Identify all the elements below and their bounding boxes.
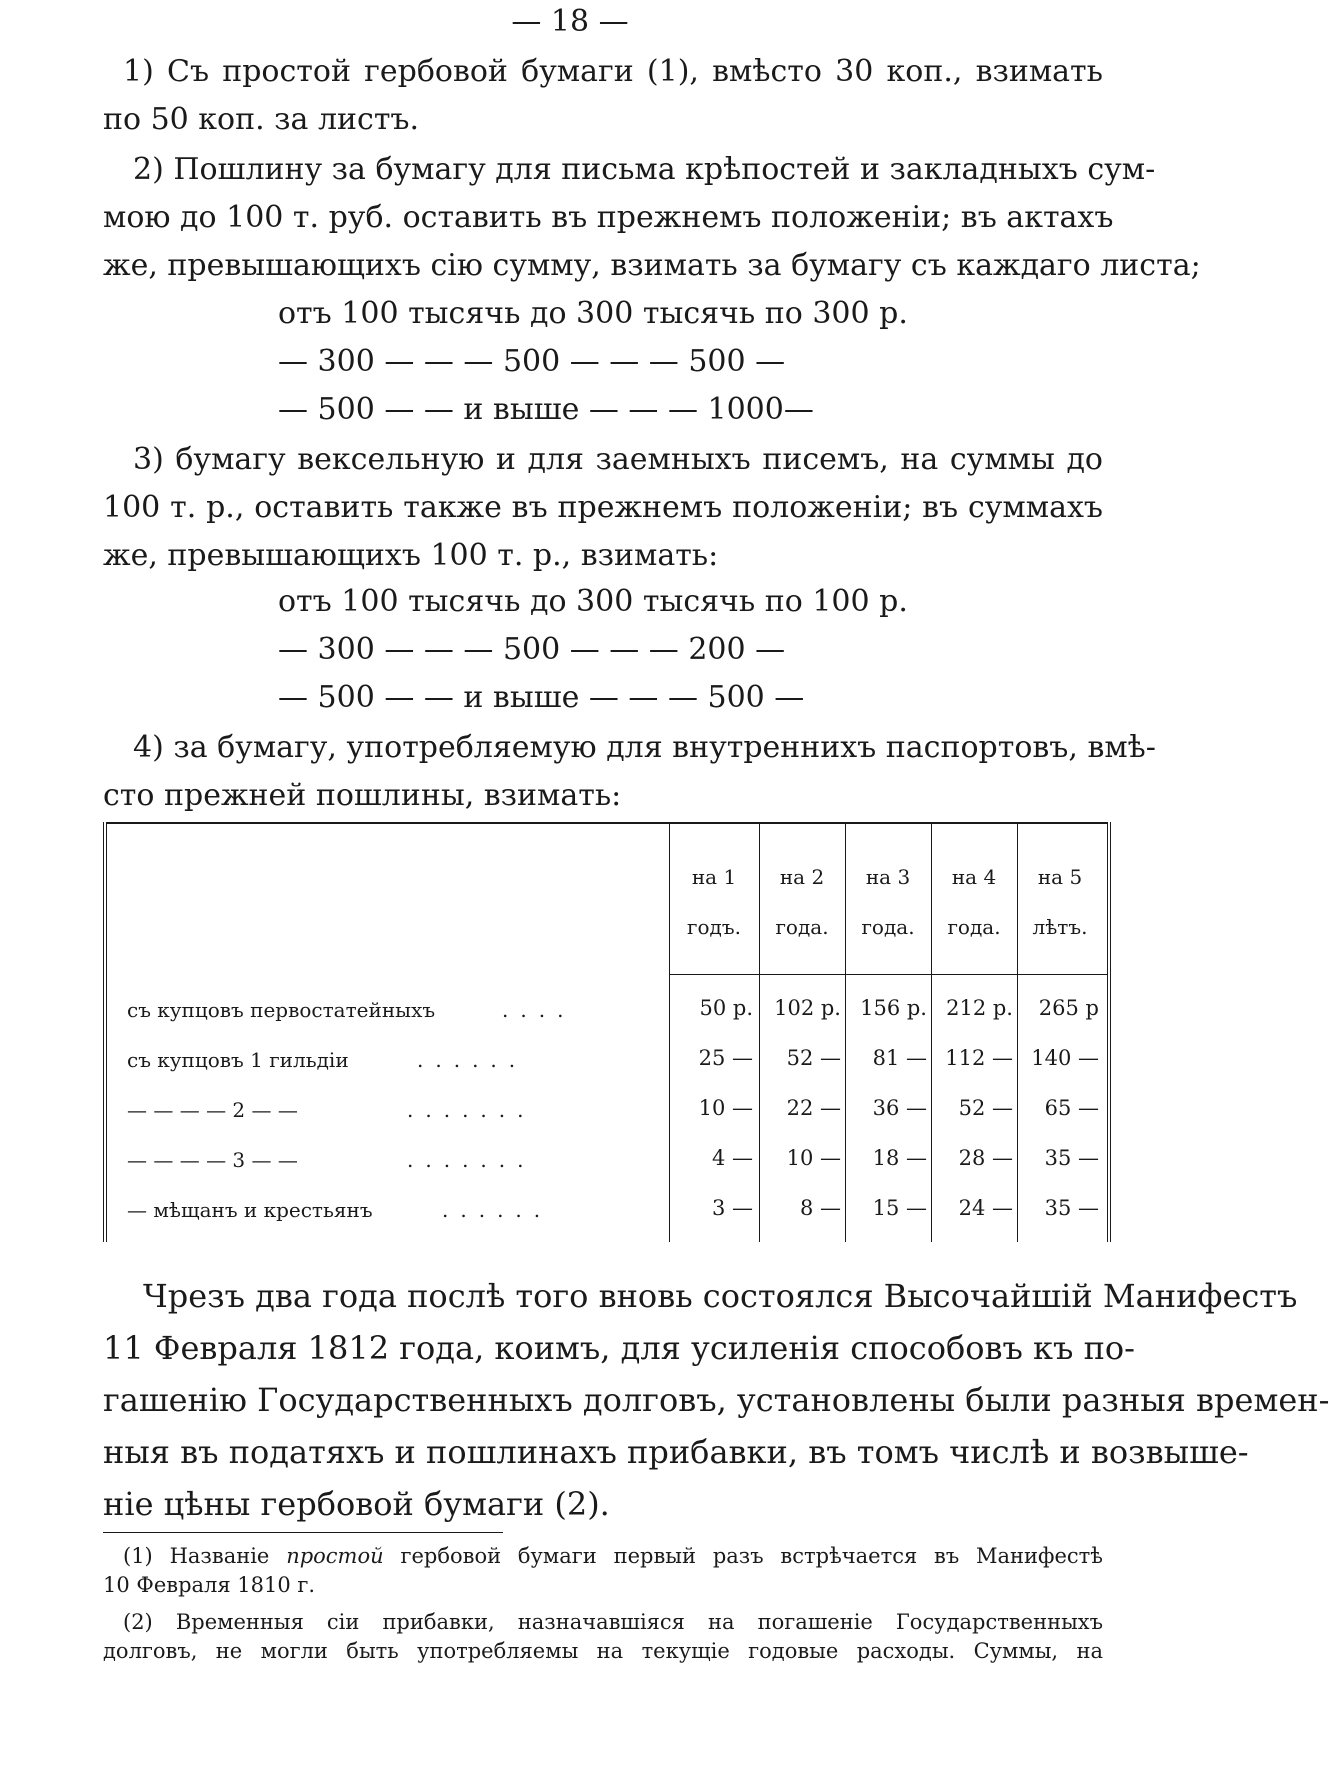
cell-4-years: 52 — xyxy=(958,1096,1013,1120)
rate-row: отъ 100 тысячь до 300 тысячь по 100 р. xyxy=(278,584,908,619)
cell-2-years: 52 — xyxy=(786,1046,841,1070)
header-2-years xyxy=(759,822,845,952)
header-label: на 1 xyxy=(691,865,737,889)
row-label: съ купцовъ 1 гильдіи xyxy=(127,1048,349,1072)
rate-row: — 500 — — и выше — — — 500 — xyxy=(278,680,805,715)
leader-dots: ...... xyxy=(417,1048,528,1072)
footnote-2-line: (2) Временныя сіи прибавки, назначавшіяся на погашеніе Государственныхъ xyxy=(123,1610,1103,1634)
footnote-text: гербовой бумаги первый разъ встрѣчается въ Манифестѣ xyxy=(400,1544,1103,1568)
cell-5-years: 265 р xyxy=(1038,996,1099,1020)
cell-1-year: 50 р. xyxy=(699,996,753,1020)
cell-4-years: 112 — xyxy=(945,1046,1013,1070)
passport-fee-table xyxy=(103,822,1111,1242)
cell-3-years: 18 — xyxy=(872,1146,927,1170)
header-unit: года. xyxy=(947,915,1001,939)
header-4-years xyxy=(931,822,1017,952)
cell-2-years: 102 р. xyxy=(774,996,841,1020)
header-unit: лѣтъ. xyxy=(1032,915,1088,939)
cell-4-years: 212 р. xyxy=(946,996,1013,1020)
footnote-text: Названіе xyxy=(169,1544,270,1568)
closing-line: гашенію Государственныхъ долговъ, установлены были разныя времен- xyxy=(103,1381,1329,1419)
leader-dots: ....... xyxy=(407,1148,536,1172)
cell-5-years: 35 — xyxy=(1044,1146,1099,1170)
header-unit: года. xyxy=(861,915,915,939)
item-4-line: сто прежней пошлины, взимать: xyxy=(103,778,622,813)
cell-5-years: 65 — xyxy=(1044,1096,1099,1120)
item-1-line: по 50 коп. за листъ. xyxy=(103,102,420,137)
closing-line: ніе цѣны гербовой бумаги (2). xyxy=(103,1485,610,1523)
header-3-years xyxy=(845,822,931,952)
footnote-1-line xyxy=(103,1542,1103,1571)
footnote-italic-term: простой xyxy=(286,1544,384,1568)
row-label: — — — — 3 — — xyxy=(127,1148,298,1172)
cell-3-years: 15 — xyxy=(872,1196,927,1220)
cell-4-years: 24 — xyxy=(958,1196,1013,1220)
item-2-line: мою до 100 т. руб. оставить въ прежнемъ положеніи; въ актахъ xyxy=(103,200,1114,235)
table-row xyxy=(107,1136,1107,1186)
cell-1-year: 25 — xyxy=(698,1046,753,1070)
header-unit: года. xyxy=(775,915,829,939)
header-label: на 5 xyxy=(1037,865,1083,889)
table-row xyxy=(107,1036,1107,1086)
footnote-2 xyxy=(103,1608,1103,1666)
item-1-line: 1) Съ простой гербовой бумаги (1), вмѣсто 30 коп., взимать xyxy=(123,54,1103,89)
leader-dots: .... xyxy=(502,998,576,1022)
header-5-years xyxy=(1017,822,1103,952)
item-2-paragraph xyxy=(103,146,1201,290)
cell-1-year: 3 — xyxy=(711,1196,753,1220)
header-rule xyxy=(669,974,1107,975)
closing-line: ныя въ податяхъ и пошлинахъ прибавки, въ томъ числѣ и возвыше- xyxy=(103,1433,1249,1471)
cell-5-years: 35 — xyxy=(1044,1196,1099,1220)
cell-2-years: 22 — xyxy=(786,1096,841,1120)
item-2-rate-scale xyxy=(278,290,938,434)
item-3-line: 100 т. р., оставить также въ прежнемъ положеніи; въ суммахъ xyxy=(103,490,1103,525)
footnote-marker: (1) xyxy=(123,1544,153,1568)
closing-line: Чрезъ два года послѣ того вновь состоялся Высочайшій Манифестъ xyxy=(143,1277,1298,1315)
cell-2-years: 8 — xyxy=(799,1196,841,1220)
cell-1-year: 10 — xyxy=(698,1096,753,1120)
row-label: — — — — 2 — — xyxy=(127,1098,298,1122)
cell-3-years: 36 — xyxy=(872,1096,927,1120)
footnote-1 xyxy=(103,1542,1103,1600)
item-4-line: 4) за бумагу, употребляемую для внутреннихъ паспортовъ, вмѣ- xyxy=(133,730,1156,765)
rate-row: — 300 — — — 500 — — — 500 — xyxy=(278,344,786,379)
cell-5-years: 140 — xyxy=(1031,1046,1099,1070)
header-label: на 3 xyxy=(865,865,911,889)
closing-paragraph xyxy=(103,1270,1329,1530)
row-label: съ купцовъ первостатейныхъ xyxy=(127,998,436,1022)
item-2-line: 2) Пошлину за бумагу для письма крѣпостей и закладныхъ сум- xyxy=(133,152,1156,187)
table-row xyxy=(107,986,1107,1036)
item-3-rate-scale xyxy=(278,578,938,722)
item-3-paragraph xyxy=(103,436,1103,580)
cell-3-years: 81 — xyxy=(872,1046,927,1070)
leader-dots: ....... xyxy=(407,1098,536,1122)
header-label: на 4 xyxy=(951,865,997,889)
cell-3-years: 156 р. xyxy=(860,996,927,1020)
table-row xyxy=(107,1086,1107,1136)
item-2-line: же, превышающихъ сію сумму, взимать за бумагу съ каждаго листа; xyxy=(103,248,1201,283)
header-label: на 2 xyxy=(779,865,825,889)
cell-1-year: 4 — xyxy=(711,1146,753,1170)
header-unit: годъ. xyxy=(687,915,741,939)
header-1-year xyxy=(669,822,759,952)
footnote-2-line: долговъ, не могли быть употребляемы на текущіе годовые расходы. Суммы, на xyxy=(103,1639,1103,1663)
item-1-paragraph xyxy=(103,48,1103,144)
rate-row: — 300 — — — 500 — — — 200 — xyxy=(278,632,786,667)
footnote-1-line: 10 Февраля 1810 г. xyxy=(103,1573,316,1597)
rate-row: отъ 100 тысячь до 300 тысячь по 300 р. xyxy=(278,296,908,331)
rate-row: — 500 — — и выше — — — 1000— xyxy=(278,392,814,427)
item-3-line: же, превышающихъ 100 т. р., взимать: xyxy=(103,538,719,573)
cell-2-years: 10 — xyxy=(786,1146,841,1170)
table-row xyxy=(107,1186,1107,1236)
item-3-line: 3) бумагу вексельную и для заемныхъ писемъ, на суммы до xyxy=(133,442,1103,477)
cell-4-years: 28 — xyxy=(958,1146,1013,1170)
closing-line: 11 Февраля 1812 года, коимъ, для усиленія способовъ къ по- xyxy=(103,1329,1135,1367)
page-number: — 18 — xyxy=(511,4,629,39)
leader-dots: ...... xyxy=(442,1198,553,1222)
footnote-separator xyxy=(103,1532,503,1533)
item-4-paragraph xyxy=(103,724,1156,820)
row-label: — мѣщанъ и крестьянъ xyxy=(127,1198,373,1222)
